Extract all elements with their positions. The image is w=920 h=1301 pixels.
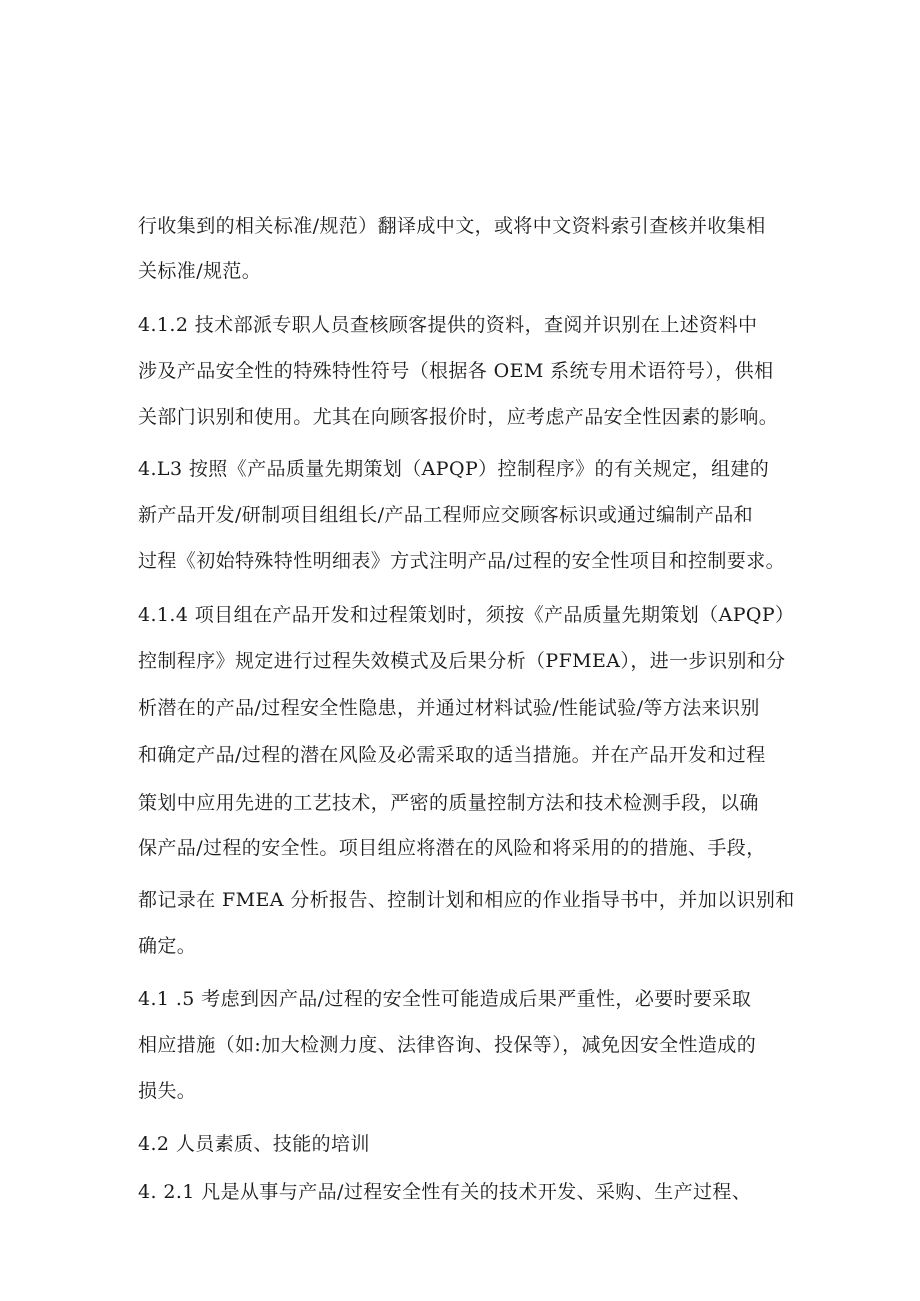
text-line-12: 和确定产品/过程的潜在风险及必需采取的适当措施。并在产品开发和过程 — [138, 744, 766, 766]
text-line-14: 保产品/过程的安全性。项目组应将潜在的风险和将采用的的措施、手段， — [138, 837, 766, 859]
text-line-10: 控制程序》规定进行过程失效模式及后果分析（PFMEA），进一步识别和分 — [138, 650, 786, 672]
text-line-17: 4.1 .5 考虑到因产品/过程的安全性可能造成后果严重性，必要时要采取 — [138, 988, 752, 1010]
text-line-1: 行收集到的相关标准/规范）翻译成中文，或将中文资料索引查核并收集相 — [138, 215, 766, 237]
section-heading-4-2: 4.2 人员素质、技能的培训 — [138, 1133, 370, 1155]
text-line-2: 关标准/规范。 — [138, 260, 262, 282]
text-line-3: 4.1.2 技术部派专职人员查核顾客提供的资料，查阅并识别在上述资料中 — [138, 314, 758, 336]
text-line-13: 策划中应用先进的工艺技术，严密的质量控制方法和技术检测手段，以确 — [138, 792, 759, 814]
text-line-5: 关部门识别和使用。尤其在向顾客报价时，应考虑产品安全性因素的影响。 — [138, 406, 779, 428]
text-line-7: 新产品开发/研制项目组组长/产品工程师应交顾客标识或通过编制产品和 — [138, 504, 754, 526]
text-line-11: 析潜在的产品/过程安全性隐患，并通过材料试验/性能试验/等方法来识别 — [138, 697, 760, 719]
text-line-6: 4.L3 按照《产品质量先期策划（APQP）控制程序》的有关规定，组建的 — [138, 458, 770, 480]
text-line-8: 过程《初始特殊特性明细表》方式注明产品/过程的安全性项目和控制要求。 — [138, 550, 786, 572]
text-line-19: 损失。 — [138, 1080, 197, 1102]
text-line-9: 4.1.4 项目组在产品开发和过程策划时，须按《产品质量先期策划（APQP） — [138, 604, 795, 626]
text-line-16: 确定。 — [138, 935, 197, 957]
text-line-21: 4. 2.1 凡是从事与产品/过程安全性有关的技术开发、采购、生产过程、 — [138, 1181, 752, 1203]
text-line-15: 都记录在 FMEA 分析报告、控制计划和相应的作业指导书中，并加以识别和 — [138, 889, 795, 911]
text-line-18: 相应措施（如:加大检测力度、法律咨询、投保等），减免因安全性造成的 — [138, 1034, 757, 1056]
text-line-4: 涉及产品安全性的特殊特性符号（根据各 OEM 系统专用术语符号），供相 — [138, 360, 774, 382]
